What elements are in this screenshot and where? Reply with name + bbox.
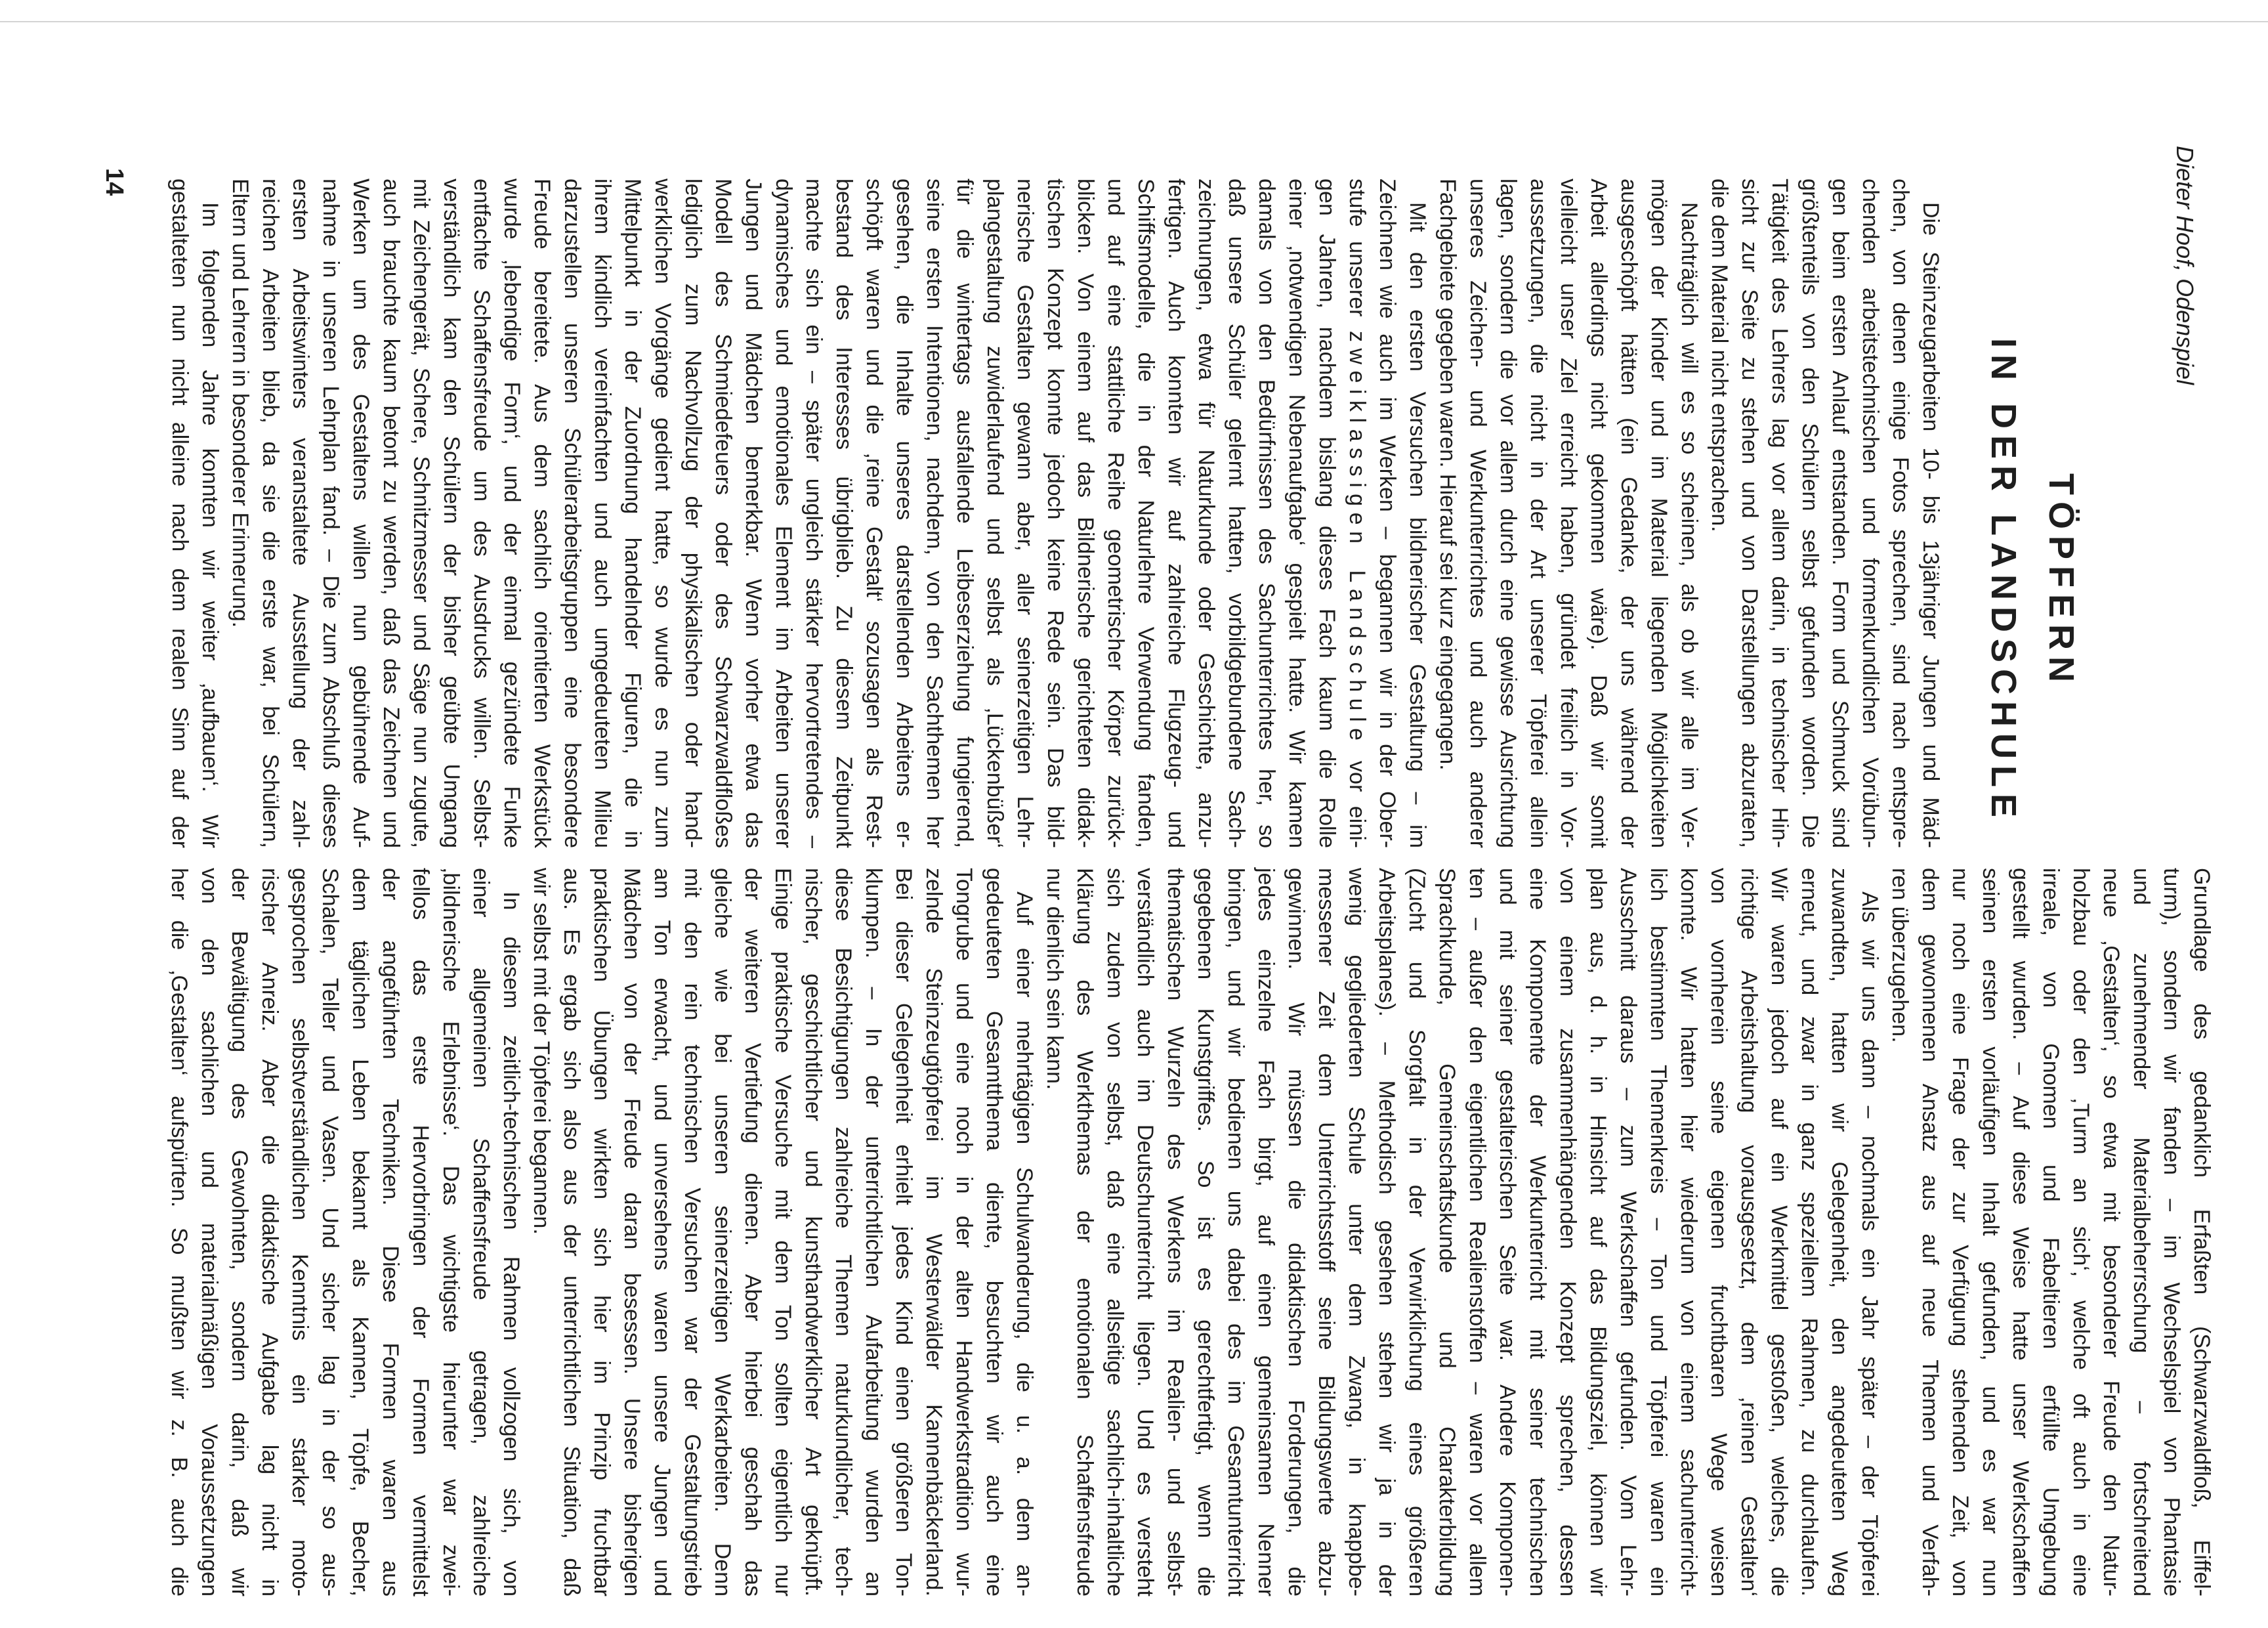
text-line: Fachgebiete gegeben waren. Hierauf sei kurz eingegangen. bbox=[1435, 179, 1460, 771]
text-line: nischer, geschichtlicher und kunsthandwerklicher Art geknüpft. bbox=[801, 868, 826, 1596]
text-line: Schiffsmodelle, die in der Naturlehre Verwendung fanden, bbox=[1133, 179, 1158, 848]
text-line: chen, von denen einige Fotos sprechen, sind nach entspre- bbox=[1888, 179, 1913, 848]
text-line: wir selbst mit der Töpferei begannen. bbox=[529, 868, 554, 1235]
text-line: schöpft waren und die ‚reine Gestalt‘ sozusagen als Rest- bbox=[862, 179, 887, 848]
text-line: am Ton erwacht, und unversehens waren unsere Jungen und bbox=[650, 868, 675, 1596]
title-line-1: TÖPFERN bbox=[2042, 473, 2081, 689]
text-line: lediglich zum Nachvollzug der physikalischen oder hand- bbox=[681, 179, 705, 848]
text-line: bringen, und wir bedienen uns dabei des im Gesamtunterricht bbox=[1223, 868, 1248, 1596]
text-line: gedeuteten Gesamtthema diente, besuchten wir auch eine bbox=[982, 868, 1007, 1596]
text-line: dem gewonnenen Ansatz aus auf neue Themen und Verfah- bbox=[1918, 868, 1942, 1596]
text-line: seine ersten Intentionen, nachdem, von den Sachthemen her bbox=[922, 179, 947, 848]
paragraph bbox=[165, 179, 225, 848]
text-line: Einige praktische Versuche mit dem Ton sollten eigentlich nur bbox=[770, 868, 795, 1596]
text-line: damals von den Bedürfnissen des Sachunterrichtes her, so bbox=[1254, 179, 1279, 848]
text-line: Sprachkunde, Gemeinschaftskunde und Charakterbildung bbox=[1435, 868, 1460, 1596]
text-line: Modell des Schmiedefeuers oder des Schwarzwaldfloßes bbox=[711, 179, 736, 848]
text-line: Klärung des Werkthemas der emotionalen Schaffensfreude bbox=[1072, 868, 1097, 1596]
text-line: gewinnen. Wir müssen die didaktischen Forderungen, die bbox=[1284, 868, 1309, 1596]
text-line: Mädchen von der Freude daran besessen. Unsere bisherigen bbox=[620, 868, 644, 1596]
text-line: gleiche wie bei unseren seinerzeitigen Werkarbeiten. Denn bbox=[710, 868, 735, 1596]
text-line: machte sich ein – später ungleich stärker hervortretendes – bbox=[801, 179, 826, 848]
text-line: lich bestimmten Themenkreis – Ton und Töpferei waren ein bbox=[1646, 868, 1671, 1596]
text-line: Arbeit allerdings nicht gekommen wäre). Daß wir somit bbox=[1586, 179, 1611, 848]
text-line: größtenteils von den Schülern selbst gefunden worden. Die bbox=[1797, 179, 1822, 848]
paragraph bbox=[1433, 179, 1704, 848]
text-line: wurde ‚lebendige Form‘, und der einmal gezündete Funke bbox=[499, 179, 524, 848]
text-line: nur dienlich sein kann. bbox=[1042, 868, 1067, 1090]
text-line: ausgeschöpft hätten (ein Gedanke, der uns während der bbox=[1616, 179, 1641, 848]
text-line: Eltern und Lehrern in besonderer Erinnerung. bbox=[228, 179, 253, 628]
text-line: gegebenen Kunstgriffes. So ist es gerechtfertigt, wenn die bbox=[1193, 868, 1218, 1596]
text-line bbox=[1342, 179, 1372, 848]
text-line: Als wir uns dann – nochmals ein Jahr später – der Töpferei bbox=[1857, 891, 1882, 1596]
text-line: nerische Gestalten gewann aber, aller seinerzeitigen Lehr- bbox=[1013, 179, 1038, 848]
text-line: erneut, und zwar in ganz speziellem Rahmen, zu durchlaufen. bbox=[1797, 868, 1822, 1596]
text-line: Tätigkeit des Lehrers lag vor allem darin, in technischer Hin- bbox=[1767, 179, 1792, 848]
text-line: eine Komponente der Werkunterricht mit seiner technischen bbox=[1525, 868, 1550, 1596]
text-line: von einem zusammenhängenden Konzept sprechen, dessen bbox=[1555, 868, 1580, 1596]
text-line: unseres Zeichen- und Werkunterrichtes und auch anderer bbox=[1465, 179, 1490, 848]
text-line: Mittelpunkt in der Zuordnung handelnder Figuren, die in bbox=[620, 179, 645, 848]
text-line: messener Zeit dem Unterrichtsstoff seine Bildungswerte abzu- bbox=[1314, 868, 1339, 1596]
text-line: sicht zur Seite zu stehen und von Darstellungen abzuraten, bbox=[1737, 179, 1762, 848]
text-line: gen beim ersten Anlauf entstanden. Form und Schmuck sind bbox=[1828, 179, 1853, 848]
text-line: und mit seiner gestalterischen Seite war. Andere Komponen- bbox=[1495, 868, 1520, 1596]
text-line: nahme in unseren Lehrplan fand. – Die zum Abschluß dieses bbox=[318, 179, 343, 848]
text-line: der weiteren Vertiefung dienen. Aber hierbei geschah das bbox=[740, 868, 765, 1596]
text-line: ten – außer den eigentlichen Realienstoffen – waren vor allem bbox=[1465, 868, 1490, 1596]
text-line: ren überzugehen. bbox=[1887, 868, 1912, 1043]
text-line: dem täglichen Leben bekannt als Kannen, Töpfe, Becher, bbox=[348, 868, 373, 1596]
text-line: fertigen. Auch konnten wir auf zahlreiche Flugzeug- und bbox=[1164, 179, 1188, 848]
text-line: zelnde Steinzeugtöpferei im Westerwälder Kannenbäckerland. bbox=[921, 868, 946, 1596]
text-line: lagen, sondern die vor allem durch eine gewisse Ausrichtung bbox=[1496, 179, 1521, 848]
text-line: Die Steinzeugarbeiten 10- bis 13jähriger Jungen und Mäd- bbox=[1918, 202, 1943, 848]
text-line: gestalteten nun nicht alleine nach dem realen Sinn auf der bbox=[167, 179, 192, 848]
text-line: ‚bildnerische Erlebnisse‘. Das wichtigste hierunter war zwei- bbox=[438, 868, 463, 1596]
author-line: Dieter Hoof, Odenspiel bbox=[2172, 146, 2198, 385]
text-line: der angeführten Techniken. Diese Formen waren aus bbox=[378, 868, 403, 1596]
text-line: entfachte Schaffensfreude um des Ausdrucks willen. Selbst- bbox=[469, 179, 494, 848]
text-line: von den sachlichen und materialmäßigen Voraussetzungen bbox=[197, 868, 222, 1596]
text-line: Tongrube und eine noch in der alten Handwerkstradition wur- bbox=[952, 868, 976, 1596]
text-line: fellos das erste Hervorbringen der Formen vermittelst bbox=[408, 868, 433, 1596]
text-line: einer allgemeinen Schaffensfreude getragen, zahlreiche bbox=[469, 868, 494, 1596]
text-run: stufe unserer bbox=[1345, 179, 1370, 331]
text-line: Arbeitsplanes). – Methodisch gesehen stehen wir ja in der bbox=[1374, 868, 1399, 1596]
text-line: gestellt wurden. – Auf diese Weise hatte unser Werkschaffen bbox=[2008, 868, 2033, 1596]
text-line: aussetzungen, die nicht in der Art unserer Töpferei allein bbox=[1526, 179, 1551, 848]
paragraph bbox=[1885, 868, 2217, 1596]
paragraph bbox=[164, 868, 526, 1596]
text-line: der Bewältigung des Gewohnten, sondern darin, daß wir bbox=[227, 868, 252, 1596]
text-line: klumpen. – In der unterrichtlichen Aufarbeitung wurden an bbox=[861, 868, 886, 1596]
text-line: vielleicht unser Ziel erreicht haben, gründet freilich in Vor- bbox=[1556, 179, 1581, 848]
text-line: sich zudem von selbst, daß eine allseitige sachlich-inhaltliche bbox=[1102, 868, 1127, 1596]
text-line: Auf einer mehrtägigen Schulwanderung, die u. a. dem an- bbox=[1012, 891, 1037, 1596]
article-title bbox=[1975, 328, 2090, 827]
text-line: verständlich kam den Schülern der bisher geübte Umgang bbox=[439, 179, 464, 848]
text-line: aus. Es ergab sich also aus der unterrichtlichen Situation, daß bbox=[559, 868, 584, 1596]
paragraph bbox=[1704, 179, 1946, 848]
text-line: Bei dieser Gelegenheit erhielt jedes Kind einen größeren Ton- bbox=[891, 868, 916, 1596]
text-line: blicken. Von einem auf das Bildnerische gerichteten didak- bbox=[1073, 179, 1098, 848]
text-line: zuwandten, hatten wir Gelegenheit, den angedeuteten Weg bbox=[1827, 868, 1852, 1596]
text-line: Grundlage des gedanklich Erfaßten (Schwarzwaldfloß, Eiffel- bbox=[2189, 868, 2214, 1596]
text-line: seinen ersten vorläufigen Inhalt gefunden, und es war nun bbox=[1978, 868, 2003, 1596]
text-line: für die wintertags ausfallende Leibeserziehung fungierend, bbox=[952, 179, 977, 848]
text-line: holzbau oder den ‚Turm an sich‘, welche oft auch in eine bbox=[2068, 868, 2093, 1596]
text-line: Werken um des Gestaltens willen nun gebührende Auf- bbox=[348, 179, 373, 848]
text-line: einer ‚notwendigen Nebenaufgabe‘ gespielt hatte. Wir kamen bbox=[1284, 179, 1309, 848]
text-line: reichen Arbeiten blieb, da sie die erste war, bei Schülern, bbox=[258, 179, 283, 848]
text-line: ersten Arbeitswinters veranstaltete Ausstellung der zahl- bbox=[288, 179, 313, 848]
text-line: werklichen Vorgänge gedient hatte, so wurde es nun zum bbox=[650, 179, 675, 848]
text-line: mit den rein technischen Versuchen war der Gestaltungstrieb bbox=[680, 868, 705, 1596]
text-line: die dem Material nicht entsprachen. bbox=[1707, 179, 1732, 532]
text-line: dynamisches und emotionales Element im Arbeiten unserer bbox=[771, 179, 796, 848]
text-column-left bbox=[165, 179, 1946, 848]
text-line: rischer Anreiz. Aber die didaktische Aufgabe lag nicht in bbox=[257, 868, 282, 1596]
text-line: darzustellen unseren Schülerarbeitsgruppen eine besondere bbox=[560, 179, 585, 848]
text-line: plangestaltung zuwiderlaufend und selbst als ‚Lückenbüßer‘ bbox=[982, 179, 1007, 848]
text-line: konnte. Wir hatten hier wiederum von einem sachunterricht- bbox=[1676, 868, 1701, 1596]
text-line: ihrem kindlich vereinfachten und auch umgedeuteten Milieu bbox=[590, 179, 615, 848]
text-line: gesehen, die Inhalte unseres darstellenden Arbeitens er- bbox=[892, 179, 917, 848]
text-line: tischen Konzept konnte jedoch keine Rede sein. Das bild- bbox=[1043, 179, 1068, 848]
text-line: Jungen und Mädchen bemerkbar. Wenn vorher etwa das bbox=[741, 179, 766, 848]
text-line: diese Besichtigungen zahlreiche Themen naturkundlicher, tech- bbox=[831, 868, 856, 1596]
text-line: Im folgenden Jahre konnten wir weiter ‚aufbauen‘. Wir bbox=[198, 202, 222, 848]
text-line: Mit den ersten Versuchen bildnerischer Gestaltung – im bbox=[1405, 202, 1430, 848]
title-line-2: IN DER LANDSCHULE bbox=[1984, 337, 2023, 824]
text-line: (Zucht und Sorgfalt in der Verwirklichung eines größeren bbox=[1404, 868, 1429, 1596]
text-run: vor eini- bbox=[1345, 746, 1370, 849]
text-line: wenig gegliederten Schule unter dem Zwang, in knappbe- bbox=[1344, 868, 1369, 1596]
spaced-emphasis: zweiklassigen Landschule bbox=[1345, 330, 1370, 747]
page-number: 14 bbox=[100, 168, 128, 196]
text-line: turm), sondern wir fanden – im Wechselspiel von Phantasie bbox=[2159, 868, 2184, 1596]
text-line: chenden arbeitstechnischen und formenkundlichen Vorübun- bbox=[1858, 179, 1883, 848]
text-line: In diesem zeitlich-technischen Rahmen vollzogen sich, von bbox=[499, 891, 524, 1596]
scan-edge-line bbox=[0, 21, 2268, 22]
text-line: gesprochen selbstverständlichen Kenntnis ein starker moto- bbox=[287, 868, 312, 1596]
text-line: plan aus, d. h. in Hinsicht auf das Bildungsziel, können wir bbox=[1586, 868, 1610, 1596]
text-line: praktischen Übungen wirkten sich hier im Prinzip fruchtbar bbox=[589, 868, 614, 1596]
text-line: richtige Arbeitshaltung vorausgesetzt, dem ‚reinen Gestalten‘ bbox=[1736, 868, 1761, 1596]
text-line: mit Zeichengerät, Schere, Schnitzmesser und Säge nun zugute, bbox=[409, 179, 434, 848]
text-line: und zunehmender Materialbeherrschung – fortschreitend bbox=[2129, 868, 2154, 1596]
text-line: verständlich auch im Deutschunterricht liegen. Und es versteht bbox=[1133, 868, 1158, 1596]
text-line: zeichnungen, etwa für Naturkunde oder Geschichte, anzu- bbox=[1194, 179, 1219, 848]
paragraph bbox=[225, 179, 1433, 848]
text-line: Nachträglich will es so scheinen, als ob wir alle im Ver- bbox=[1677, 202, 1702, 848]
paragraph bbox=[1040, 868, 1885, 1596]
text-line: Wir waren jedoch auf ein Werkmittel gestoßen, welches, die bbox=[1767, 868, 1792, 1596]
text-line: jedes einzelne Fach birgt, auf einen gemeinsamen Nenner bbox=[1253, 868, 1278, 1596]
text-line: nur noch eine Frage der zur Verfügung stehenden Zeit, von bbox=[1948, 868, 1973, 1596]
text-line: neue ‚Gestalten‘, so etwa mit besonderer Freude den Natur- bbox=[2099, 868, 2124, 1596]
text-line: her die ‚Gestalten‘ aufspürten. So mußten wir z. B. auch die bbox=[167, 868, 192, 1596]
text-line: daß unsere Schüler gelernt hatten, vorbildgebundene Sach- bbox=[1224, 179, 1249, 848]
text-line: bestand des Interesses übrigblieb. Zu diesem Zeitpunkt bbox=[831, 179, 856, 848]
text-line: gen Jahren, nachdem bislang dieses Fach kaum die Rolle bbox=[1314, 179, 1339, 848]
paragraph bbox=[526, 868, 1040, 1596]
text-line: Freude bereitete. Aus dem sachlich orientierten Werkstück bbox=[530, 179, 555, 848]
text-line: und auf eine stattliche Reihe geometrischer Körper zurück- bbox=[1103, 179, 1128, 848]
text-column-right bbox=[164, 868, 2217, 1596]
text-line: von vornherein seine eigenen fruchtbaren Wege weisen bbox=[1706, 868, 1731, 1596]
text-line: thematischen Wurzeln des Werkens im Realien- und selbst- bbox=[1163, 868, 1188, 1596]
text-line: auch brauchte kaum betont zu werden, daß das Zeichnen und bbox=[379, 179, 404, 848]
text-line: mögen der Kinder und im Material liegenden Möglichkeiten bbox=[1647, 179, 1671, 848]
text-line: irreale, von Gnomen und Fabeltieren erfüllte Umgebung bbox=[2038, 868, 2063, 1596]
text-line: Zeichnen wie auch im Werken – begannen wir in der Ober- bbox=[1375, 179, 1400, 848]
text-line: Ausschnitt daraus – zum Werkschaffen gefunden. Vom Lehr- bbox=[1616, 868, 1641, 1596]
text-line: Schalen, Teller und Vasen. Und sicher lag in der so aus- bbox=[318, 868, 343, 1596]
